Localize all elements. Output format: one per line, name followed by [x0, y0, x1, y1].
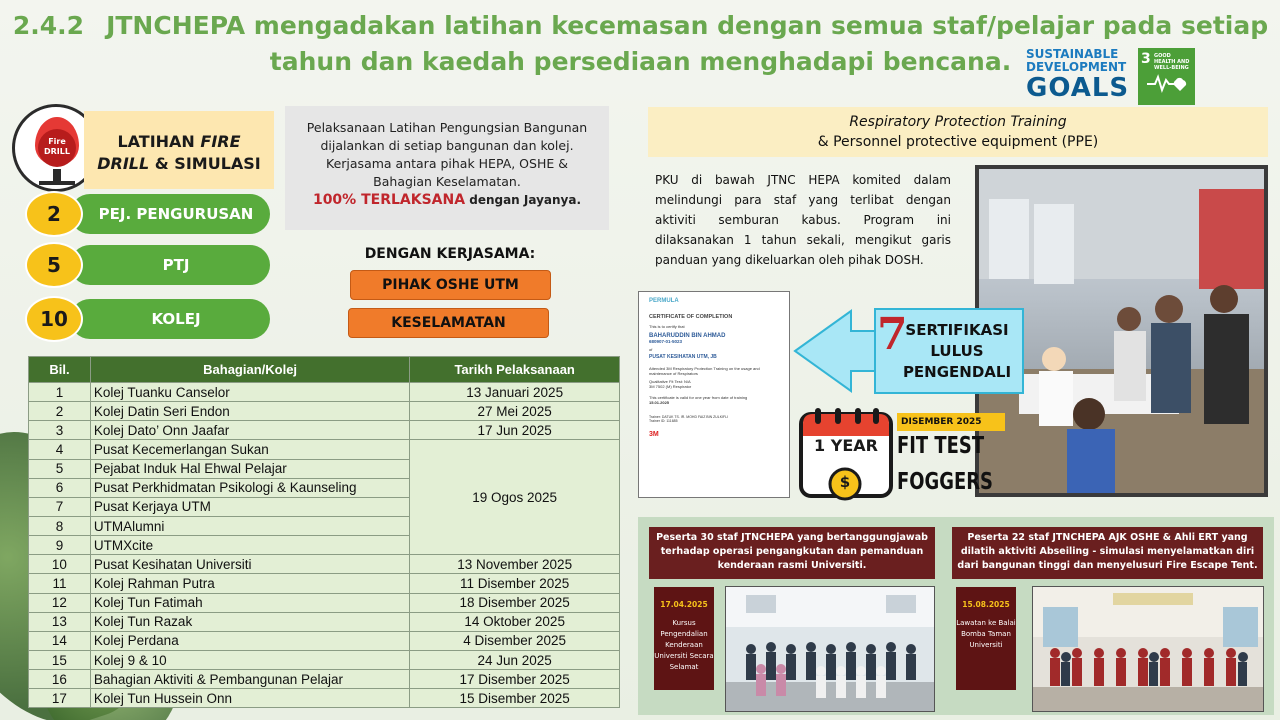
sdg-line2: DEVELOPMENT — [1026, 60, 1127, 74]
header-tarikh: Tarikh Pelaksanaan — [410, 357, 620, 383]
table-row: 8 UTMAlumni — [29, 516, 620, 535]
fit-test-title: FIT TEST FOGGERS — [897, 433, 993, 495]
sdg3-number: 3 — [1141, 51, 1151, 67]
stat-count: 2 — [25, 191, 83, 237]
title-text: JTNCHEPA mengadakan latihan kecemasan dengan semua staf/pelajar pada setiap tahun dan kaedah persediaan menghadapi bencana. — [106, 11, 1269, 76]
header-bahagian: Bahagian/Kolej — [90, 357, 409, 383]
sdg-logo — [1026, 47, 1130, 103]
table-row: 5 Pejabat Induk Hal Ehwal Pelajar — [29, 459, 620, 478]
kerjasama-title: DENGAN KERJASAMA: — [364, 246, 536, 262]
partner-oshe: PIHAK OSHE UTM — [350, 270, 551, 300]
cert-title: CERTIFICATE OF COMPLETION — [649, 314, 733, 320]
sdg3-badge — [1138, 48, 1195, 105]
table-row: 2 Kolej Datin Seri Endon 27 Mei 2025 — [29, 402, 620, 421]
table-row: 17 Kolej Tun Hussein Onn 15 Disember 2025 — [29, 689, 620, 708]
latihan-heading: LATIHAN FIRE DRILL & SIMULASI — [84, 111, 274, 189]
stat-count: 10 — [25, 296, 83, 342]
table-row: 12 Kolej Tun Fatimah 18 Disember 2025 — [29, 593, 620, 612]
fit-test-date: DISEMBER 2025 — [897, 413, 1005, 431]
sertifikasi-callout: 7 SERTIFIKASI LULUS PENGENDALI — [793, 306, 1028, 396]
table-row: 16 Bahagian Aktiviti & Pembangunan Pelajar 17 Disember 2025 — [29, 670, 620, 689]
table-row: 10 Pusat Kesihatan Universiti 13 November 2025 — [29, 555, 620, 574]
activity-caption: Peserta 22 staf JTNCHEPA AJK OSHE & Ahli ERT yang dilatih aktiviti Abseiling - simulasi menyelamatkan diri dari bangunan tinggi dan menyelusuri Fire Escape Tent. — [952, 527, 1263, 579]
stat-kolej — [25, 296, 275, 342]
stat-count: 5 — [25, 242, 83, 288]
table-row: 4 Pusat Kecemerlangan Sukan 19 Ogos 2025 — [29, 440, 620, 459]
table-row: 9 UTMXcite — [29, 536, 620, 555]
calendar-icon — [797, 406, 897, 506]
cert-brand: PERMULA — [649, 298, 679, 304]
sdg-line1: SUSTAINABLE — [1026, 47, 1119, 61]
table-row: 6 Pusat Perkhidmatan Psikologi & Kaunseling — [29, 478, 620, 497]
activity-caption: Peserta 30 staf JTNCHEPA yang bertanggungjawab terhadap operasi pengangkutan dan pemanduan kenderaan rasmi Universiti. — [649, 527, 935, 579]
activity-date-box: 17.04.2025 Kursus Pengendalian Kenderaan Universiti Secara Selamat — [654, 587, 714, 690]
activity-date-box: 15.08.2025 Lawatan ke Balai Bomba Taman Universiti — [956, 587, 1016, 690]
calendar-text: 1 YEAR — [814, 436, 878, 455]
sdg-goals: GOALS — [1026, 73, 1130, 103]
table-header-row — [29, 357, 620, 383]
schedule-table — [28, 356, 620, 708]
info-box: Pelaksanaan Latihan Pengungsian Bangunan dijalankan di setiap bangunan dan kolej. Kerjasama antara pihak HEPA, OSHE & Bahagian Keselamatan. 100% TERLAKSANA dengan Jayanya. — [285, 106, 609, 230]
stat-ptj — [25, 242, 275, 288]
activity-photo — [725, 586, 935, 712]
completion-highlight: 100% TERLAKSANA — [312, 192, 466, 208]
table-row: 14 Kolej Perdana 4 Disember 2025 — [29, 631, 620, 650]
heartbeat-icon — [1147, 72, 1187, 94]
stat-label: KOLEJ — [70, 299, 270, 339]
stat-label: PTJ — [70, 245, 270, 285]
sdg3-title: GOOD HEALTH AND WELL-BEING — [1154, 53, 1190, 71]
cert-3m-logo: 3M — [649, 431, 659, 438]
respiratory-title: Respiratory Protection Training & Personnel protective equipment (PPE) — [648, 107, 1268, 157]
stat-label: PEJ. PENGURUSAN — [70, 194, 270, 234]
table-row: 15 Kolej 9 & 10 24 Jun 2025 — [29, 650, 620, 669]
table-row: 13 Kolej Tun Razak 14 Oktober 2025 — [29, 612, 620, 631]
header-bil: Bil. — [29, 357, 91, 383]
respiratory-text: PKU di bawah JTNC HEPA komited dalam melindungi para staf yang terlibat dengan aktiviti semburan kabus. Program ini dilaksanakan 1 tahun sekali, mengikut garis panduan yang dikeluarkan oleh pihak DOSH. — [655, 173, 951, 267]
certificate: PERMULA CERTIFICATE OF COMPLETION This is to certify that BAHARUDDIN BIN AHMAD 680907-01-5023 of PUSAT KESIHATAN UTM, JB Attended 3M Respiratory Protection Training on the usage and maintenance of Respirators Qualitative Fit Test: N/A 3M 7502 (M) Respirator This certificate is valid for one year from date of training 15.01.2025 Trainer: DATUK TS. IR. MOHD FAIZ BIN ZULKIFLI Trainer ID: 111685 3M — [638, 291, 790, 498]
table-row: 3 Kolej Dato’ Onn Jaafar 17 Jun 2025 — [29, 421, 620, 440]
activity-photo — [1032, 586, 1264, 712]
table-row: 1 Kolej Tuanku Canselor 13 Januari 2025 — [29, 383, 620, 402]
table-row: 7 Pusat Kerjaya UTM — [29, 497, 620, 516]
table-row: 11 Kolej Rahman Putra 11 Disember 2025 — [29, 574, 620, 593]
sertifikasi-count: 7 — [877, 309, 908, 360]
dollar-icon: $ — [839, 473, 851, 491]
cert-name: BAHARUDDIN BIN AHMAD — [649, 333, 726, 339]
stat-pengurusan — [25, 191, 275, 237]
fire-drill-emblem: Fire DRILL — [38, 129, 76, 167]
partner-keselamatan: KESELAMATAN — [348, 308, 549, 338]
section-number: 2.4.2 — [12, 11, 85, 40]
